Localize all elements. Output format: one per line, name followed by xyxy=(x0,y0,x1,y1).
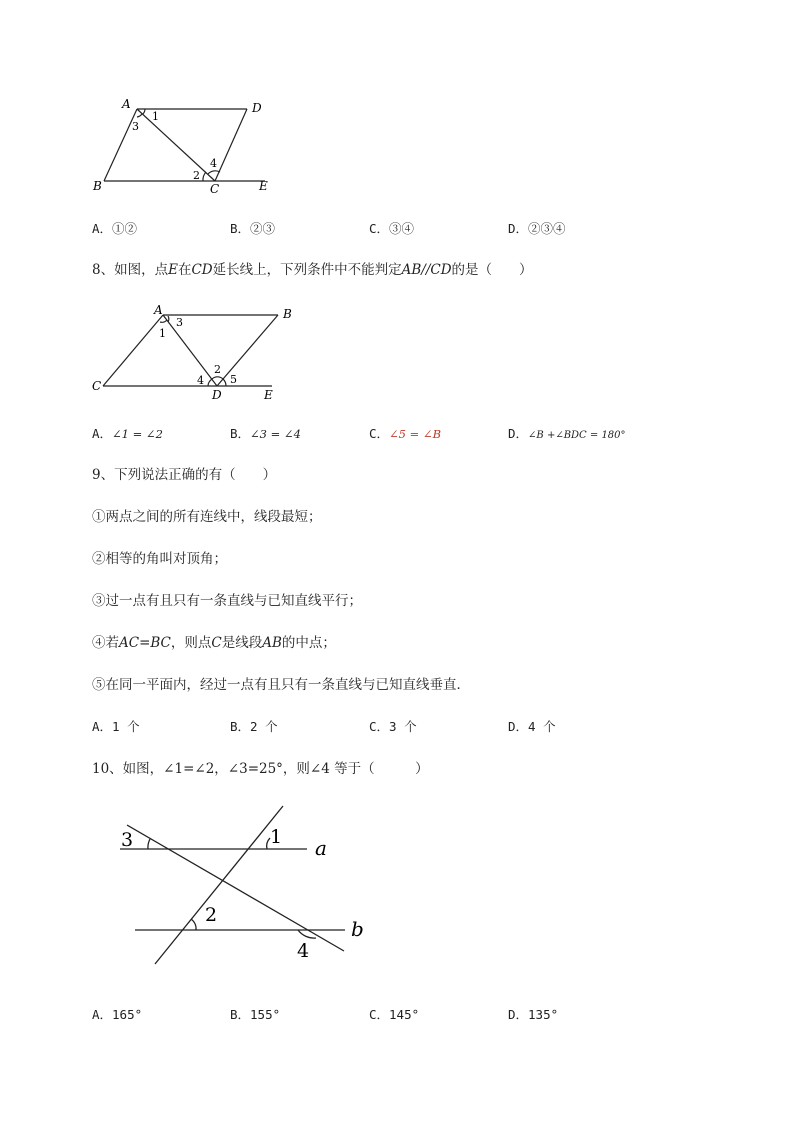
figure-q10 xyxy=(110,800,370,970)
q8-option-c[interactable]: C．∠5 = ∠B xyxy=(369,426,442,441)
fig10-angle-1: 1 xyxy=(270,826,283,848)
fig10-label-b: b xyxy=(351,917,364,941)
figure-q7 xyxy=(85,95,285,200)
fig7-angle-4: 4 xyxy=(210,157,217,170)
q9-statement-4: ④若AC=BC，则点C是线段AB的中点； xyxy=(92,635,336,651)
q7-option-c[interactable]: C．③④ xyxy=(369,221,415,236)
q9-statement-1: ①两点之间的所有连线中，线段最短； xyxy=(92,509,322,525)
q9-statement-2: ②相等的角叫对顶角； xyxy=(92,551,227,567)
fig7-label-D: D xyxy=(252,101,262,115)
fig8-label-E: E xyxy=(264,388,273,402)
q9-statement-3: ③过一点有且只有一条直线与已知直线平行； xyxy=(92,593,362,609)
fig7-label-B: B xyxy=(93,179,102,193)
fig8-label-A: A xyxy=(154,303,163,317)
q9-option-a[interactable]: A．1 个 xyxy=(92,719,140,734)
q8-option-a[interactable]: A．∠1 = ∠2 xyxy=(92,426,163,441)
q8-question: 8、如图，点E在CD延长线上，下列条件中不能判定AB//CD的是（ ） xyxy=(92,262,533,278)
q8-option-d[interactable]: D．∠B +∠BDC = 180° xyxy=(508,426,626,441)
fig7-angle-1: 1 xyxy=(152,110,159,123)
fig8-angle-4: 4 xyxy=(197,374,204,387)
fig7-label-E: E xyxy=(259,179,268,193)
fig8-label-D: D xyxy=(212,388,222,402)
q9-option-b[interactable]: B．2 个 xyxy=(230,719,278,734)
fig7-label-C: C xyxy=(210,182,220,196)
fig10-label-a: a xyxy=(315,836,327,860)
fig8-label-C: C xyxy=(92,379,102,393)
fig8-angle-5: 5 xyxy=(230,373,237,386)
q9-question: 9、下列说法正确的有（ ） xyxy=(92,467,277,483)
q10-option-c[interactable]: C．145° xyxy=(369,1007,420,1022)
fig7-angle-3: 3 xyxy=(132,120,139,133)
q7-option-d[interactable]: D．②③④ xyxy=(508,221,566,236)
fig7-label-A: A xyxy=(122,97,131,111)
fig10-angle-4: 4 xyxy=(297,940,310,962)
q7-option-a[interactable]: A．①② xyxy=(92,221,138,236)
fig7-angle-2: 2 xyxy=(193,169,200,182)
q10-option-b[interactable]: B．155° xyxy=(230,1007,281,1022)
q8-option-b[interactable]: B．∠3 = ∠4 xyxy=(230,426,301,441)
q10-option-d[interactable]: D．135° xyxy=(508,1007,559,1022)
q7-option-b[interactable]: B．②③ xyxy=(230,221,276,236)
fig8-angle-3: 3 xyxy=(176,316,183,329)
fig8-angle-1: 1 xyxy=(159,327,166,340)
fig10-angle-2: 2 xyxy=(205,904,218,926)
fig8-angle-2: 2 xyxy=(214,363,221,376)
q10-option-a[interactable]: A．165° xyxy=(92,1007,143,1022)
figure-q8 xyxy=(88,300,298,405)
q10-question: 10、如图，∠1=∠2，∠3=25°，则∠4 等于（ ） xyxy=(92,761,429,777)
q9-option-d[interactable]: D．4 个 xyxy=(508,719,556,734)
q9-statement-5: ⑤在同一平面内，经过一点有且只有一条直线与已知直线垂直． xyxy=(92,677,470,693)
fig8-label-B: B xyxy=(283,307,292,321)
fig10-angle-3: 3 xyxy=(121,829,134,851)
q9-option-c[interactable]: C．3 个 xyxy=(369,719,417,734)
